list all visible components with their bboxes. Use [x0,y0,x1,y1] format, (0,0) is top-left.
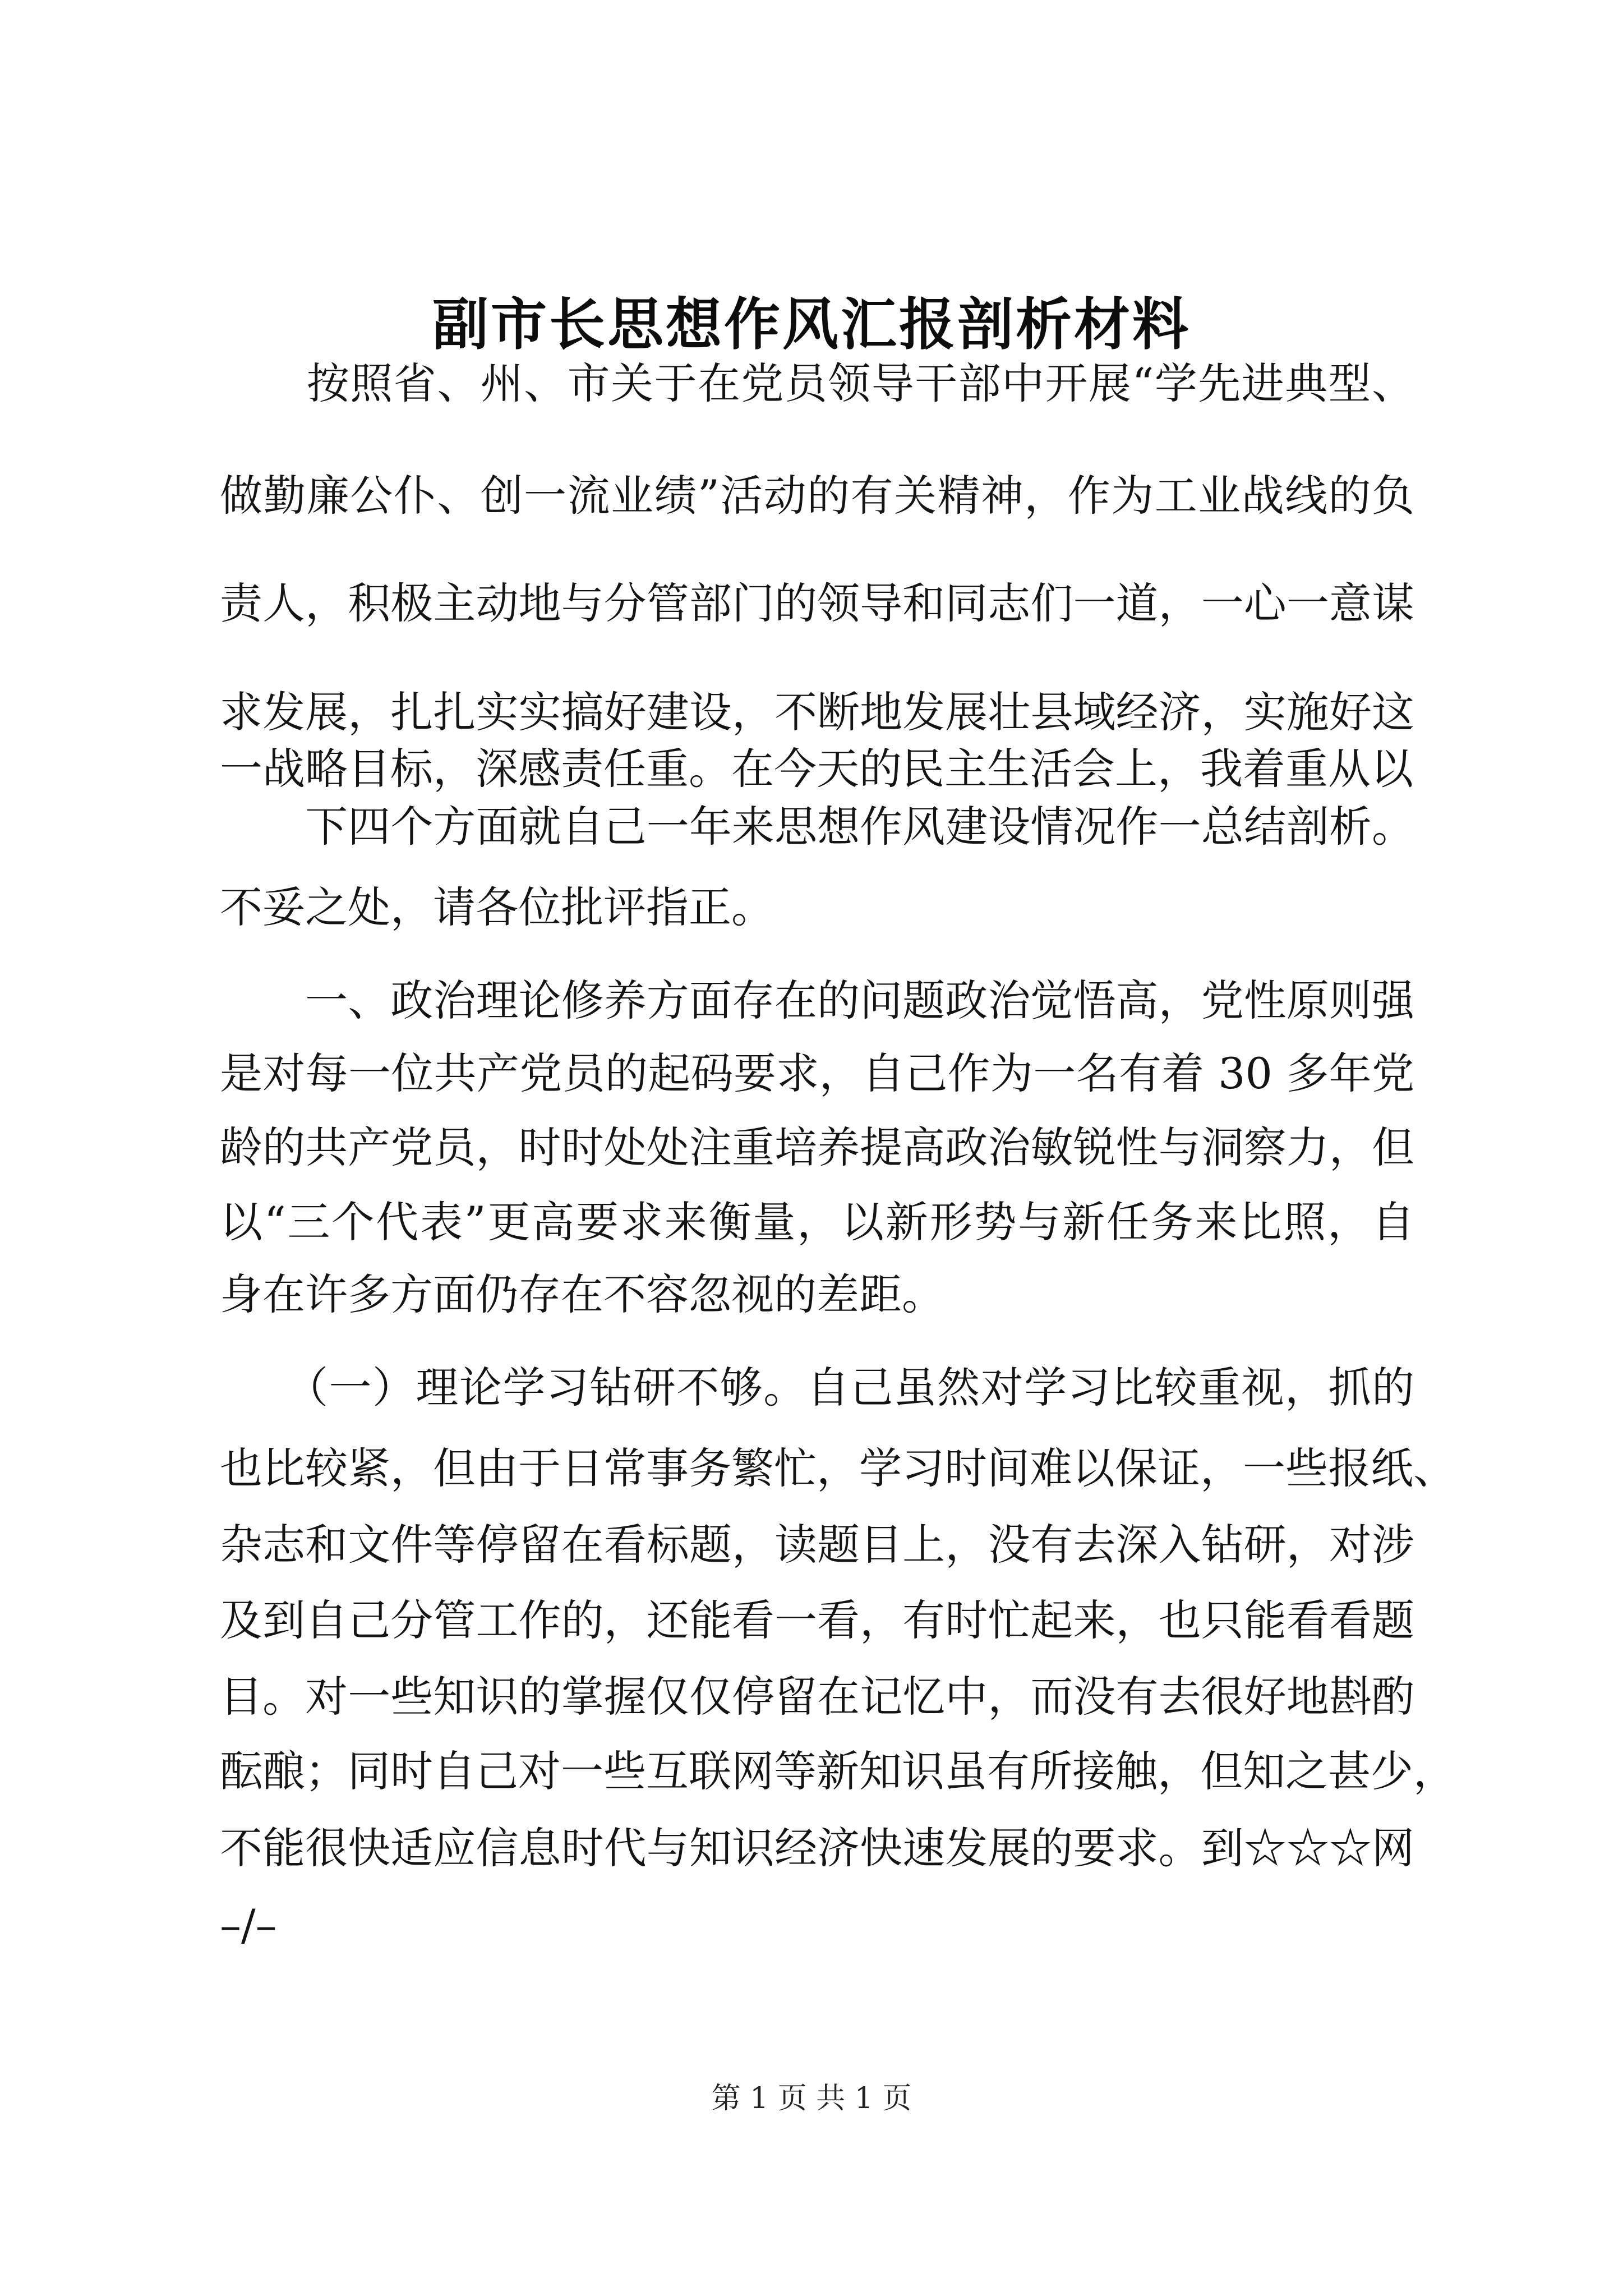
body-line: 一战略目标，深感责任重。在今天的民主生活会上，我着重从以 [220,744,1413,794]
page-footer: 第 1 页 共 1 页 [711,2082,912,2115]
body-line: 目。对一些知识的掌握仅仅停留在记忆中，而没有去很好地斟酌 [220,1672,1414,1722]
body-line: 下四个方面就自己一年来思想作风建设情况作一总结剖析。 [220,802,1414,852]
body-line: 杂志和文件等停留在看标题，读题目上，没有去深入钻研，对涉 [220,1520,1414,1570]
body-line: 身在许多方面仍存在不容忽视的差距。 [220,1269,944,1319]
body-line: 求发展，扎扎实实搞好建设，不断地发展壮县域经济，实施好这 [220,687,1414,737]
body-line: 不能很快适应信息时代与知识经济快速发展的要求。到☆☆☆网 [220,1823,1414,1873]
body-line: 也比较紧，但由于日常事务繁忙，学习时间难以保证，一些报纸、 [220,1443,1456,1493]
body-line: 责人，积极主动地与分管部门的领导和同志们一道，一心一意谋 [220,578,1414,628]
body-line: –/– [220,1900,277,1950]
body-line: 是对每一位共产党员的起码要求，自己作为一名有着 30 多年党 [220,1048,1414,1098]
body-line: 不妥之处，请各位批评指正。 [220,882,774,932]
body-line: 做勤廉公仆、创一流业绩”活动的有关精神，作为工业战线的负 [220,471,1414,521]
body-line: 按照省、州、市关于在党员领导干部中开展“学先进典型、 [220,358,1414,408]
document-title: 副市长思想作风汇报剖析材料 [432,291,1191,357]
body-line: 以“三个代表”更高要求来衡量，以新形势与新任务来比照，自 [220,1197,1414,1247]
body-line: （一）理论学习钻研不够。自己虽然对学习比较重视，抓的 [220,1363,1414,1412]
body-line: 龄的共产党员，时时处处注重培养提高政治敏锐性与洞察力，但 [220,1122,1414,1172]
body-line: 一、政治理论修养方面存在的问题政治觉悟高，党性原则强 [220,976,1414,1025]
body-line: 酝酿；同时自己对一些互联网等新知识虽有所接触，但知之甚少， [220,1746,1456,1796]
body-line: 及到自己分管工作的，还能看一看，有时忙起来，也只能看看题 [220,1595,1414,1645]
